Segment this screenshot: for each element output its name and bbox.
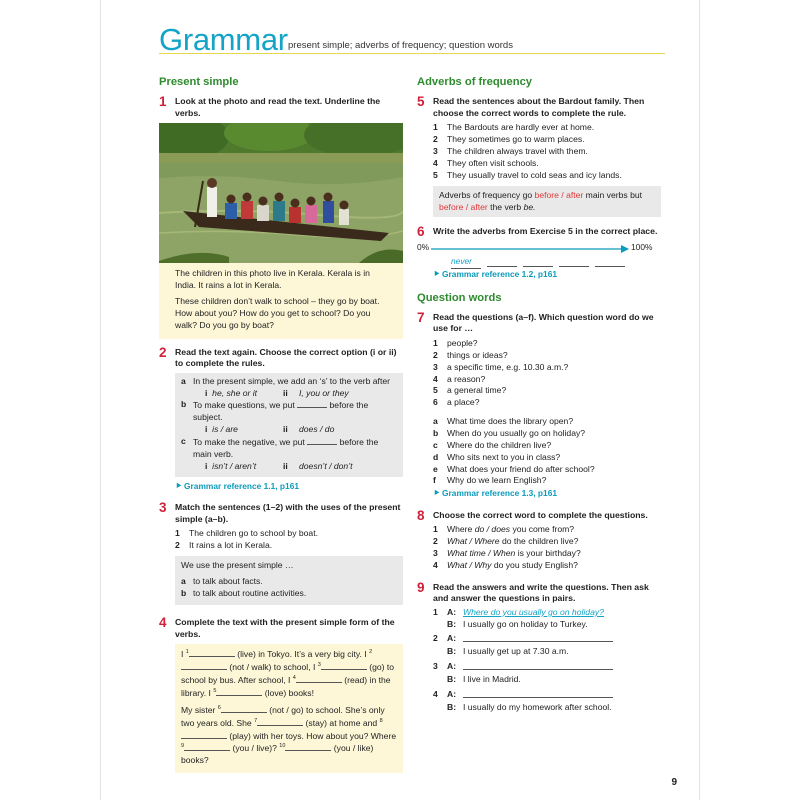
- gap-fill-paragraph-2: My sister $^6$ (not / go) to school. She’s only two years old. She $^7$ (stay) at home and $^8$ (play) with her toys. How about you? Where $^9$ (you / live)? $^{10}$ (you / like) books?: [181, 704, 397, 766]
- exercise-7: [417, 309, 661, 500]
- kerala-boat-photo: [159, 123, 403, 263]
- scale-arrow: [431, 243, 631, 255]
- rule-c-options: [181, 461, 397, 473]
- rule-text-end: before the subject.: [193, 400, 369, 423]
- exercise-instruction: Write the adverbs from Exercise 5 in the correct place.: [433, 226, 658, 237]
- use-b: b to talk about routine activities.: [181, 587, 307, 598]
- section-heading-present-simple: Present simple: [159, 76, 239, 88]
- title-row: [159, 22, 665, 57]
- list-item: 2 things or ideas?: [433, 349, 508, 360]
- answer-blank[interactable]: [184, 742, 230, 751]
- box-lead: We use the present simple …: [181, 559, 294, 570]
- answer-blank[interactable]: [216, 687, 262, 696]
- list-item: 4 They often visit schools.: [433, 158, 539, 168]
- exercise-2: [159, 344, 403, 492]
- gap-fill-text: [175, 644, 403, 773]
- word-choice[interactable]: What / Why: [447, 559, 492, 570]
- answer-blank[interactable]: [523, 258, 553, 267]
- example-answer: Where do you usually go on holiday?: [463, 606, 604, 617]
- exercise-number: 2: [159, 344, 167, 360]
- exercise-1: [159, 96, 403, 338]
- rules-box: [175, 373, 403, 477]
- word-choice[interactable]: do / does: [474, 524, 511, 535]
- list-item: b When do you usually go on holiday?: [433, 427, 586, 438]
- grammar-reference-label: Grammar reference 1.2, p161: [442, 268, 558, 279]
- kerala-reading-text: [159, 263, 403, 338]
- qa-list: [433, 607, 661, 714]
- section-heading-adverbs: Adverbs of frequency: [417, 76, 533, 88]
- word-choice[interactable]: What / Where: [447, 536, 500, 547]
- list-item: c Where do the children live?: [433, 439, 552, 450]
- example-answer: never: [451, 256, 481, 269]
- answer-blank[interactable]: [181, 661, 227, 670]
- answer-blank[interactable]: [559, 258, 589, 267]
- exercise-6: [417, 226, 661, 280]
- exercise-instruction: Read the sentences about the Bardout family. Then choose the correct words to complete the rule.: [433, 96, 645, 118]
- option-i[interactable]: he, she or it: [212, 387, 258, 398]
- exercise-3: [159, 502, 403, 605]
- grammar-reference-link[interactable]: [175, 481, 403, 493]
- qa-item: 4 A: B: I usually do my homework after school.: [433, 688, 612, 712]
- list-item: f Why do we learn English?: [433, 475, 547, 486]
- rule-b: [181, 399, 397, 424]
- answer-blank[interactable]: [321, 661, 367, 670]
- list-item: 3 What time / When is your birthday?: [433, 548, 581, 559]
- uses-list: [433, 338, 661, 409]
- rule-a: [181, 376, 397, 388]
- grammar-reference-label: Grammar reference 1.3, p161: [442, 488, 558, 499]
- uses-box: [175, 556, 403, 606]
- choices-list: [433, 524, 661, 571]
- list-item: 6 a place?: [433, 397, 480, 408]
- answer-blank[interactable]: [257, 717, 303, 726]
- exercise-number: 4: [159, 615, 167, 631]
- scale-end-label: 100%: [631, 241, 653, 252]
- exercise-number: 9: [417, 579, 425, 595]
- rule-c: [181, 436, 397, 461]
- qa-item: 1 A: Where do you usually go on holiday? B: I usually go on holiday to Turkey.: [433, 607, 661, 631]
- exercise-4: [159, 617, 403, 773]
- arrow-icon: ⯈: [433, 488, 440, 499]
- answer-blank[interactable]: [595, 258, 625, 267]
- option-ii[interactable]: does / do: [299, 424, 335, 435]
- answer-blank[interactable]: [285, 742, 331, 751]
- exercise-instruction: Match the sentences (1–2) with the uses of the present simple (a–b).: [175, 502, 401, 524]
- page-title: Grammar: [159, 22, 288, 57]
- right-column: [417, 75, 661, 714]
- option-label: ii: [283, 387, 288, 398]
- list-item: 1 The children go to school by boat.: [175, 528, 318, 539]
- option-ii[interactable]: I, you or they: [299, 387, 349, 398]
- list-item: 3 The children always travel with them.: [433, 146, 588, 157]
- arrow-icon: ⯈: [175, 480, 182, 491]
- exercise-number: 6: [417, 224, 425, 240]
- exercise-instruction: Look at the photo and read the text. Underline the verbs.: [175, 96, 381, 118]
- exercise-instruction: Choose the correct word to complete the questions.: [433, 509, 648, 520]
- rule-letter: a: [181, 375, 186, 386]
- answer-blank[interactable]: [463, 689, 613, 698]
- choice-before-after[interactable]: before / after: [439, 201, 488, 212]
- exercise-number: 7: [417, 309, 425, 325]
- arrow-icon: ⯈: [433, 268, 440, 279]
- exercise-5: [417, 96, 661, 217]
- frequency-scale: [417, 242, 661, 268]
- list-item: a What time does the library open?: [433, 416, 574, 427]
- list-item: 5 They usually travel to cold seas and icy lands.: [433, 169, 622, 180]
- grammar-reference-link[interactable]: [433, 488, 661, 500]
- option-label: ii: [283, 460, 288, 471]
- gap-fill-paragraph-1: I $^1$ (live) in Tokyo. It’s a very big city. I $^2$ (not / walk) to school, I $^3$ (go) to school by bus. After school, I $^4$ (read) in the library. I $^5$ (love) books!: [181, 649, 395, 698]
- word-choice[interactable]: What time / When: [447, 548, 516, 559]
- answer-blank[interactable]: [487, 258, 517, 267]
- option-i[interactable]: is / are: [212, 424, 238, 435]
- option-i[interactable]: isn’t / aren’t: [212, 460, 257, 471]
- exercise-instruction: Read the answers and write the questions. Then ask and answer the questions in pairs.: [433, 581, 649, 604]
- sentences-list: [433, 122, 661, 181]
- list-item: 4 a reason?: [433, 373, 486, 384]
- rule-text: To make questions, we put: [193, 400, 295, 411]
- qa-item: 2 A: B: I usually get up at 7.30 a.m.: [433, 633, 661, 658]
- list-item: d Who sits next to you in class?: [433, 451, 561, 462]
- qa-item: 3 A: B: I live in Madrid.: [433, 661, 661, 686]
- answer-blank[interactable]: [296, 674, 342, 683]
- use-a: a to talk about facts.: [181, 575, 263, 586]
- option-label: ii: [283, 424, 288, 435]
- left-column: [159, 75, 403, 773]
- option-label: i: [205, 424, 208, 435]
- answer-blank[interactable]: [307, 436, 337, 445]
- exercise-number: 1: [159, 94, 167, 110]
- exercise-number: 5: [417, 94, 425, 110]
- list-item: 4 What / Why do you study English?: [433, 559, 578, 570]
- rule-letter: b: [181, 399, 187, 410]
- textbook-page: [100, 0, 700, 800]
- list-item: 2 What / Where do the children live?: [433, 536, 579, 547]
- exercise-9: [417, 579, 661, 714]
- exercise-instruction: Read the text again. Choose the correct option (i or ii) to complete the rules.: [175, 346, 397, 369]
- exercise-number: 3: [159, 500, 167, 516]
- page-subtitle: present simple; adverbs of frequency; question words: [288, 40, 513, 51]
- option-ii[interactable]: doesn’t / don’t: [299, 460, 353, 471]
- option-label: i: [205, 460, 208, 471]
- photo-illustration: [159, 123, 403, 263]
- rule-a-options: [181, 388, 397, 400]
- choice-before-after[interactable]: before / after: [534, 189, 584, 200]
- rule-box: Adverbs of frequency go before / after main verbs but before / after the verb be.: [433, 186, 661, 218]
- option-label: i: [205, 387, 208, 398]
- list-item: 2 It rains a lot in Kerala.: [175, 539, 273, 550]
- list-item: 1 The Bardouts are hardly ever at home.: [433, 122, 595, 133]
- answer-blank[interactable]: [189, 648, 235, 657]
- answer-blank[interactable]: [463, 661, 613, 670]
- exercise-number: 8: [417, 507, 425, 523]
- reading-paragraph-1: The children in this photo live in Kerala. Kerala is in India. It rains a lot in Kerala.: [175, 268, 370, 291]
- list-item: 3 a specific time, e.g. 10.30 a.m.?: [433, 361, 569, 372]
- exercise-instruction: Read the questions (a–f). Which question word do we use for …: [433, 311, 654, 334]
- exercise-8: [417, 507, 661, 572]
- answer-blank[interactable]: [221, 704, 267, 713]
- list-item: 1 people?: [433, 337, 478, 348]
- scale-start-label: 0%: [417, 241, 430, 252]
- grammar-reference-link[interactable]: [433, 269, 661, 281]
- rule-text: In the present simple, we add an ‘s’ to the verb after: [193, 375, 390, 386]
- reading-paragraph-2: These children don’t walk to school – they go by boat. How about you? How do you get to school? Do you walk? Do you go by boat?: [175, 296, 380, 330]
- rule-letter: c: [181, 435, 186, 446]
- list-item: 5 a general time?: [433, 385, 507, 396]
- exercise-instruction: Complete the text with the present simple form of the verbs.: [175, 617, 395, 639]
- sentences-list: [175, 528, 403, 552]
- answer-blank[interactable]: [297, 399, 327, 408]
- list-item: 1 Where do / does you come from?: [433, 524, 575, 535]
- list-item: 2 They sometimes go to warm places.: [433, 134, 585, 145]
- answer-blank[interactable]: [463, 633, 613, 642]
- questions-list: [433, 416, 661, 487]
- grammar-reference-label: Grammar reference 1.1, p161: [184, 480, 300, 491]
- section-heading-question-words: Question words: [417, 291, 502, 304]
- rule-text: To make the negative, we put: [193, 436, 305, 447]
- rule-text-end: before the main verb.: [193, 436, 379, 459]
- list-item: e What does your friend do after school?: [433, 463, 595, 474]
- rule-b-options: [181, 424, 397, 436]
- page-number: 9: [671, 777, 677, 788]
- answer-blank[interactable]: [181, 730, 227, 739]
